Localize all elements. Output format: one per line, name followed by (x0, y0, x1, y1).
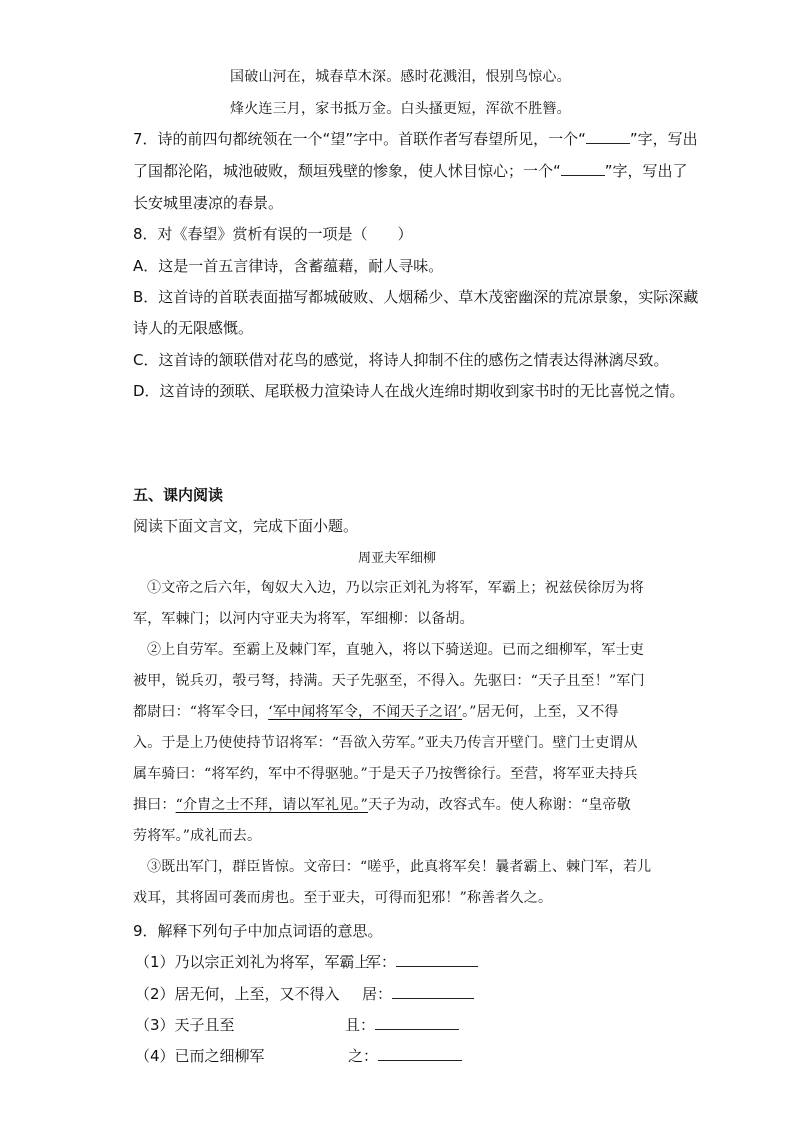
q9-item-num: （2） (135, 985, 175, 1003)
q8-option-b-line-1[interactable]: B．这首诗的首联表面描写都城破败、人烟稀少、草木茂密幽深的荒凉景象，实际深藏 (133, 288, 699, 306)
q7-text-a: 7．诗的前四句都统领在一个“望”字中。首联作者写春望所见，一个“ (133, 130, 586, 148)
q9-item-sentence: 乃以宗正刘礼为将军，军霸上 (174, 953, 370, 971)
q7-text-b: ”字，写出 (629, 130, 698, 148)
underlined-quote-2: “介胄之士不拜，请以军礼见。” (175, 797, 368, 813)
q9-item-4-answer (348, 1045, 462, 1066)
q9-item-1 (135, 951, 370, 972)
answer-blank-1[interactable] (396, 951, 478, 967)
poem-line-2: 烽火连三月，家书抵万金。白头搔更短，浑欲不胜簪。 (230, 101, 571, 117)
q9-item-word: 军： (366, 953, 397, 971)
section-heading: 五、课内阅读 (133, 486, 224, 504)
q7-blank-2[interactable] (561, 160, 605, 176)
q9-item-num: （4） (135, 1047, 175, 1065)
answer-blank-3[interactable] (375, 1014, 459, 1030)
q7-text-c: 了国都沦陷，城池破败，颓垣残壁的惨象，使人怵目惊心；一个“ (133, 162, 561, 180)
section-intro: 阅读下面文言文，完成下面小题。 (133, 517, 359, 535)
q9-item-num: （3） (135, 1016, 175, 1034)
q7-line-3: 长安城里凄凉的春景。 (133, 194, 284, 212)
passage-p2-line-5: 属车骑曰：“将军约，军中不得驱驰。”于是天子乃按辔徐行。至营，将军亚夫持兵 (133, 766, 638, 782)
q9-item-3 (135, 1014, 235, 1035)
passage-p2-line-6-pre: 揖曰： (133, 797, 176, 813)
passage-p1-line-2: 军，军棘门；以河内守亚夫为将军，军细柳：以备胡。 (133, 611, 474, 627)
passage-p2-line-4: 入。于是上乃使使持节诏将军：“吾欲入劳军。”亚夫乃传言开壁门。壁门士吏谓从 (133, 735, 638, 751)
q9-stem: 9．解释下列句子中加点词语的意思。 (133, 922, 383, 940)
q9-item-sentence: 天子且至 (174, 1016, 235, 1034)
q9-item-sentence: 居无何，上至，又不得入 (174, 985, 340, 1003)
passage-p2-line-6-post: 天子为动，改容式车。使人称谢：“皇帝敬 (367, 797, 631, 813)
underlined-quote-1: ‘军中闻将军令，不闻天子之诏’ (268, 704, 463, 720)
passage-title: 周亚夫军细柳 (357, 551, 436, 566)
passage-p2-line-6 (133, 794, 631, 814)
q9-item-word: 之： (348, 1047, 379, 1065)
answer-blank-2[interactable] (392, 983, 474, 999)
passage-p2-line-3-post: 。”居无何，上至，又不得 (462, 704, 619, 720)
passage-p2-line-2: 被甲，锐兵刃，彀弓弩，持满。天子先驱至，不得入。先驱曰：“天子且至！”军门 (133, 673, 645, 689)
answer-blank-4[interactable] (378, 1045, 462, 1061)
passage-p2-line-7: 劳将军。”成礼而去。 (133, 828, 262, 844)
q9-item-1-answer (366, 951, 478, 972)
q7-line-1 (133, 128, 698, 149)
q8-option-a[interactable]: A．这是一首五言律诗，含蓄蕴藉，耐人寻味。 (133, 257, 444, 275)
passage-p3-line-2: 戏耳，其将固可袭而虏也。至于亚夫，可得而犯邪！”称善者久之。 (133, 890, 553, 906)
poem-line-1: 国破山河在，城春草木深。感时花溅泪，恨别鸟惊心。 (230, 69, 571, 85)
q9-item-word: 且： (345, 1016, 376, 1034)
q9-item-4 (135, 1045, 265, 1066)
q7-text-d: ”字，写出了 (604, 162, 688, 180)
passage-p1-line-1: ①文帝之后六年，匈奴大入边，乃以宗正刘礼为将军，军霸上；祝兹侯徐厉为将 (147, 580, 644, 596)
q7-blank-1[interactable] (586, 128, 630, 144)
q9-item-2-answer (362, 983, 474, 1004)
q8-option-c[interactable]: C．这首诗的颔联借对花鸟的感觉，将诗人抑制不住的感伤之情表达得淋漓尽致。 (133, 351, 669, 369)
q9-item-2 (135, 983, 340, 1004)
passage-p2-line-3-pre: 都尉曰：“将军令曰， (133, 704, 269, 720)
q9-item-3-answer (345, 1014, 459, 1035)
q7-line-2 (133, 160, 688, 181)
q8-stem: 8．对《春望》赏析有误的一项是（ ） (133, 225, 413, 243)
q9-item-sentence: 已而之细柳军 (174, 1047, 265, 1065)
q8-option-b-line-2: 诗人的无限感慨。 (133, 319, 254, 337)
passage-p2-line-1: ②上自劳军。至霸上及棘门军，直驰入，将以下骑送迎。已而之细柳军，军士吏 (147, 642, 644, 658)
passage-p2-line-3 (133, 701, 619, 721)
q9-item-word: 居： (362, 985, 393, 1003)
q8-option-d[interactable]: D．这首诗的颈联、尾联极力渲染诗人在战火连绵时期收到家书时的无比喜悦之情。 (133, 382, 685, 400)
q9-item-num: （1） (135, 953, 175, 971)
passage-p3-line-1: ③既出军门，群臣皆惊。文帝曰：“嗟乎，此真将军矣！曩者霸上、棘门军，若儿 (147, 859, 652, 875)
